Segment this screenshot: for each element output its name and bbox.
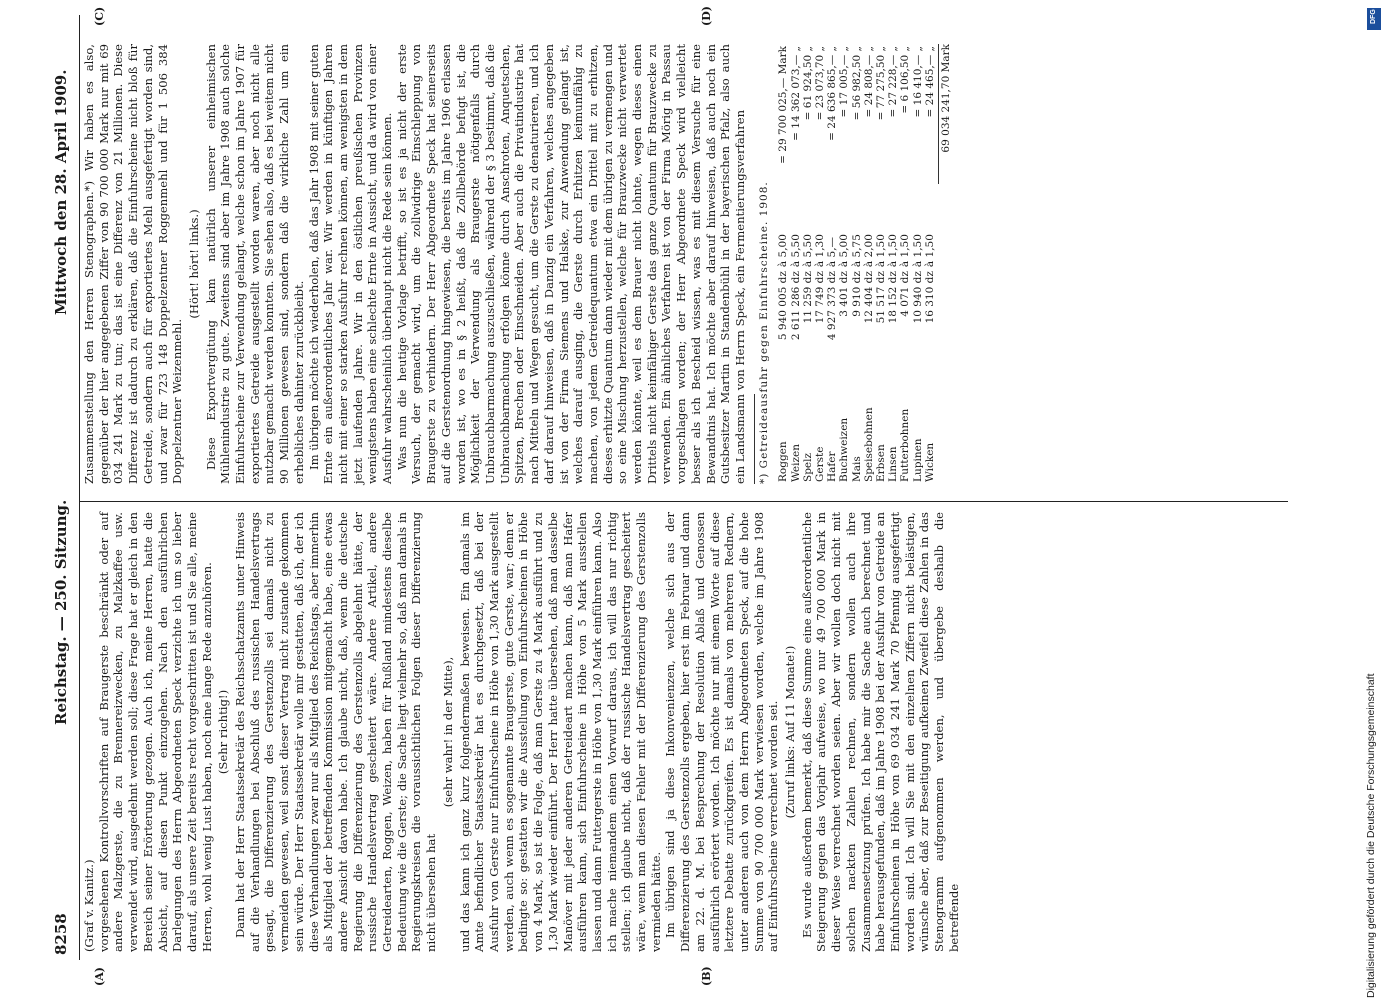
row-name: Hafer xyxy=(826,451,839,482)
row-rate: à 5,75 xyxy=(850,234,863,268)
row-name: Futterbohnen xyxy=(899,408,912,482)
row-quantity: 12 404 dz xyxy=(862,271,875,324)
margin-letter-c: (C) xyxy=(93,6,106,26)
table-total: 69 034 241,70 Mark xyxy=(938,44,954,184)
interjection: (Hört! hört! links.) xyxy=(186,209,201,319)
row-sum: = 24 808,— „ xyxy=(862,46,875,118)
table-row xyxy=(790,44,802,484)
row-rate: à 5,50 xyxy=(801,234,814,268)
paragraph: Was nun die heutige Vorlage betrifft, so ist es ja nicht der erste Versuch, der gemacht wird, um die zollwidrige Einschleppung von Braugerste zu verhindern. Der Herr Abgeordnete Speck hat seinerseits auf die Gerstenordnung hingewiesen, die bereits im Jahre 1906 erlassen worden ist, wo es in § 2 heißt, daß die Zollbehörde befugt ist, die Möglichkeit der Verwendung als Braugerste nötigenfalls durch Unbrauchbarmachung auszuschließen, während der § 3 bestimmt, daß die Unbrauchbarmachung erfolgen könne durch Anschroten, Anquetschen, Spitzen, Brechen oder Einschneiden. Aber auch die Privatindustrie hat nach Mitteln und Wegen gesucht, um die Gerste zu denaturieren, und ich darf darauf hinweisen, daß in Danzig ein Verfahren, welches angegeben ist von der Firma Siemens und Halske, zur Anwendung gelangt ist, welches darauf ausging, die Gerste durch Erhitzen keimunfähig zu machen, von jedem Getreidequantum etwa ein Drittel mit zu erhitzen, dieses erhitzte Quantum dann wieder mit dem übrigen zu vermengen und so eine Mischung herzustellen, welche für Brauzwecke nicht verwertet werden könnte, weil es dem Brauer nicht lohnte, wegen dieses einen Drittels nicht keimfähiger Gerste das ganze Quantum für Brauzwecke zu verwenden. Ein ähnliches Verfahren ist von der Firma Mörig in Passau vorgeschlagen worden; der Herr Abgeordnete Speck wird vielleicht besser als ich Bescheid wissen, was es mit diesem Versuche für eine Bewandtnis hat. Ich möchte aber darauf hinweisen, daß auch noch ein Gutsbesitzer Martin in Standenbühl in der bayerischen Pfalz, also auch ein Landsmann von Herrn Speck, ein Fermentierungsverfahren xyxy=(394,44,747,484)
table-row xyxy=(887,44,899,484)
footnote-title: *) Getreideausfuhr gegen Einfuhrscheine. 1908. xyxy=(757,181,770,484)
interjection: (Zuruf links: Auf 11 Monate!) xyxy=(783,645,798,819)
table-row xyxy=(863,44,875,484)
row-quantity: 4 927 373 dz xyxy=(826,271,839,341)
row-quantity: 4 071 dz xyxy=(899,271,912,317)
export-table xyxy=(777,44,936,484)
row-name: Linsen xyxy=(887,446,900,482)
row-name: Speisebohnen xyxy=(862,407,875,482)
row-sum: = 77 275,50 „ xyxy=(874,46,887,121)
row-rate: à 1,30 xyxy=(813,234,826,268)
table-row xyxy=(875,44,887,484)
margin-letter-d: (D) xyxy=(700,6,713,26)
table-row xyxy=(912,44,924,484)
row-quantity: 16 310 dz xyxy=(923,271,936,324)
row-name: Erbsen xyxy=(874,444,887,482)
paragraph: vorgesehenen Kontrollvorschriften auf Braugerste beschränkt oder auf andere Malzgerste, die zu Brennereizwecken, zu Malzkaffee usw. verwendet wird, ausgedehnt werden soll; diese Frage hat er gleich in den Bereich seiner Erörterung gezogen. Auch ich, meine Herren, hatte die Absicht, auf diesen Punkt einzugehen. Nach den ausführlichen Darlegungen des Herrn Abgeordneten Speck verzichte ich um so lieber darauf, als unsere Zeit bereits recht vorgeschritten ist und Sie alle, meine Herren, wohl wenig Lust haben, noch eine lange Rede anzuhören. xyxy=(96,512,214,952)
row-sum: = 27 228,— „ xyxy=(887,46,900,118)
row-quantity: 3 401 dz xyxy=(838,271,851,317)
row-rate: à 1,50 xyxy=(874,234,887,268)
row-rate: à 5,— xyxy=(826,236,839,268)
row-name: Roggen xyxy=(777,441,790,482)
row-name: Mais xyxy=(850,456,863,482)
paragraph: Dann hat der Herr Staatssekretär des Reichsschatzamts unter Hinweis auf die Verhandlungen bei Abschluß des russischen Handelsvertrags gesagt, die Differenzierung des Gerstenzolls sei damals nicht zu vermeiden gewesen, weil sonst dieser Vertrag nicht zustande gekommen sein würde. Der Herr Staatssekretär wolle mir gestatten, daß ich, der ich diese Verhandlungen zwar nur als Mitglied des Reichstags, aber immerhin als Mitglied der betreffenden Kommission mitgemacht habe, eine etwas andere Ansicht davon habe. Ich glaube nicht, daß, wenn die deutsche Regierung die Differenzierung des Gerstenzolls abgelehnt hätte, der russische Handelsvertrag gescheitert wäre. Andere Artikel, andere Getreidearten, Roggen, Weizen, haben für Rußland mindestens dieselbe Bedeutung wie die Gerste; die Sache liegt vielmehr so, daß man damals in Regierungskreisen die voraussichtlichen Folgen dieser Differenzierung nicht übersehen hat xyxy=(233,512,439,952)
row-quantity: 17 749 dz xyxy=(813,271,826,324)
row-rate: à 1,50 xyxy=(911,234,924,268)
row-quantity: 2 611 286 dz xyxy=(789,271,802,341)
row-rate: à 5,00 xyxy=(777,234,790,268)
right-column xyxy=(82,44,954,484)
row-rate: à 1,50 xyxy=(887,234,900,268)
row-sum: = 14 362 073,— „ xyxy=(789,46,802,141)
row-quantity: 11 259 dz xyxy=(801,271,814,324)
table-row xyxy=(924,44,936,484)
page-header xyxy=(52,15,78,955)
row-sum: = 61 924,50 „ xyxy=(801,46,814,121)
row-name: Spelz xyxy=(801,452,814,482)
paragraph: Es wurde außerdem bemerkt, daß diese Summe eine außerordentliche Steigerung gegen das Vorjahr aufweise, wo nur 49 700 000 Mark in dieser Weise verrechnet worden seien. Aber wir wollen doch nicht mit solchen nackten Zahlen rechnen, sondern wollen auch ihre Zusammensetzung prüfen. Ich habe mir die Sache auch berechnet und habe herausgefunden, daß im Jahre 1908 bei der Ausfuhr von Getreide an Einfuhrscheinen in Höhe von 69 034 241 Mark 70 Pfennig ausgefertigt worden sind. Ich will Sie mit den einzelnen Ziffern nicht belästigen, wünsche aber, daß zur Beseitigung aufkeinen Zweifel diese Zahlen in das Stenogramm aufgenommen werden, und übergebe deshalb die betreffende xyxy=(799,512,961,952)
row-sum: = 16 410,— „ xyxy=(911,46,924,118)
row-sum: = 17 005,— „ xyxy=(838,46,851,118)
row-sum: = 24 636 865,— „ xyxy=(826,46,839,141)
row-name: Gerste xyxy=(813,446,826,482)
table-row xyxy=(802,44,814,484)
row-rate: à 1,50 xyxy=(899,234,912,268)
footnote-rule xyxy=(754,394,755,484)
row-rate: à 5,00 xyxy=(838,234,851,268)
speaker-name: (Graf v. Kanitz.) xyxy=(82,859,96,952)
row-quantity: 5 940 005 dz xyxy=(777,271,790,341)
interjection: (sehr wahr! in der Mitte), xyxy=(440,656,455,808)
paragraph: Im übrigen sind ja diese Inkonvenienzen, welche sich aus der Differenzierung des Gerstenzolls ergeben, hier erst im Februar und dann am 22. d. M. bei Besprechung der Resolution Ablaß und Genossen ausführlich erörtert worden. Ich möchte nur mit einem Worte auf diese letztere Debatte zurückgreifen. Es ist damals von mehreren Rednern, unter anderen auch von dem Herrn Abgeordneten Speck, auf die hohe Summe von 90 700 000 Mark verwiesen worden, welche im Jahre 1908 auf Einfuhrscheine verrechnet worden sei. xyxy=(663,512,781,952)
column-divider xyxy=(80,501,1288,502)
left-column xyxy=(82,512,961,952)
paragraph: Diese Exportvergütung kam natürlich unserer einheimischen Mühlenindustrie zu gute. Zweitens sind aber im Jahre 1908 auch solche Einfuhrscheine zur Verwendung gelangt, welche schon im Jahre 1907 für exportiertes Getreide ausgestellt worden waren, aber noch nicht alle nutzbar gemacht werden konnten. Sie sehen also, daß es bei weitem nicht 90 Millionen gewesen sind, sondern daß die wirkliche Zahl um ein erhebliches dahinter zurückbleibt. xyxy=(203,44,306,484)
row-sum: = 24 465,— „ xyxy=(923,46,936,118)
header-left-title: Reichstag. — 250. Sitzung. xyxy=(52,499,70,725)
row-sum: = 23 073,70 „ xyxy=(813,46,826,121)
interjection: (Sehr richtig!) xyxy=(216,689,231,775)
margin-letter-a: (A) xyxy=(93,967,106,986)
paragraph: Zusammenstellung den Herren Stenographen.*) Wir haben es also, gegenüber der hier angegebenen Ziffer von 90 700 000 Mark nur mit 69 034 241 Mark zu tun; das ist eine Differenz von 21 Millionen. Diese Differenz ist dadurch zu erklären, daß die Einfuhrscheine nicht bloß für Getreide, sondern auch für exportiertes Mehl ausgefertigt worden sind, und zwar für 723 148 Doppelzentner Roggenmehl und für 1 506 384 Doppelzentner Weizenmehl. xyxy=(82,44,185,484)
row-name: Buchweizen xyxy=(838,417,851,482)
digitization-note xyxy=(1365,8,1381,998)
row-quantity: 10 940 dz xyxy=(911,271,924,324)
row-name: Weizen xyxy=(789,443,802,482)
row-name: Wicken xyxy=(923,442,936,482)
paragraph: und das kann ich ganz kurz folgendermaßen beweisen. Ein damals im Amte befindlicher Staatssekretär hat es durchgesetzt, daß bei der Ausfuhr von Gerste nur Einfuhrscheine in Höhe von 1,30 Mark ausgestellt werden, auch wenn es sogenannte Braugerste, gute Gerste, war; denn er bedingte so: gestatten wir die Ausstellung von Einfuhrscheinen in Höhe von 4 Mark, so ist die Folge, daß man Gerste zu 4 Mark ausführt und zu 1,30 Mark wieder einführt. Der Herr hatte übersehen, daß man dasselbe Manöver mit jeder anderen Getreideart machen kann, daß man Hafer ausführen kann, sich Einfuhrscheine in Höhe von 5 Mark ausstellen lassen und dann Futtergerste in Höhe von 1,30 Mark einführen kann. Also ich mache niemandem einen Vorwurf daraus, ich will das nur richtig stellen; ich glaube nicht, daß der russische Handelsvertrag gescheitert wäre, wenn man diesen Fehler mit der Differenzierung des Gerstenzolls vermieden hätte. xyxy=(457,512,663,952)
digitization-note-text: Digitalisierung gefördert durch die Deutsche Forschungsgemeinschaft xyxy=(1365,673,1377,998)
dfg-logo: DFG xyxy=(1367,8,1381,30)
page-number: 8258 xyxy=(52,913,70,955)
row-quantity: 9 910 dz xyxy=(850,271,863,317)
margin-letter-b: (B) xyxy=(700,966,713,986)
table-row xyxy=(838,44,850,484)
table-row xyxy=(777,44,789,484)
table-row xyxy=(851,44,863,484)
row-rate: à 2,00 xyxy=(862,234,875,268)
row-sum: = 29 700 025,— Mark xyxy=(777,46,790,164)
row-sum: = 6 106,50 „ xyxy=(899,46,912,114)
row-rate: à 1,50 xyxy=(923,234,936,268)
row-name: Lupinen xyxy=(911,438,924,482)
row-quantity: 51 517 dz xyxy=(874,271,887,324)
row-rate: à 5,50 xyxy=(789,234,802,268)
table-row xyxy=(899,44,911,484)
header-right-title: Mittwoch den 28. April 1909. xyxy=(52,69,70,315)
paragraph: Im übrigen möchte ich wiederholen, daß das Jahr 1908 mit seiner guten Ernte ein außerordentliches Jahr war. Wir werden in künftigen Jahren nicht mit einer so starken Ausfuhr rechnen können, am wenigsten in dem jetzt laufenden Jahre. Wir in den östlichen preußischen Provinzen wenigstens haben eine schlechte Ernte in Aussicht, und da wird von einer Ausfuhr wahrscheinlich überhaupt nicht die Rede sein können. xyxy=(306,44,395,484)
row-sum: = 56 982,50 „ xyxy=(850,46,863,121)
row-quantity: 18 152 dz xyxy=(887,271,900,324)
table-row xyxy=(814,44,826,484)
table-row xyxy=(826,44,838,484)
header-rule xyxy=(79,15,80,960)
